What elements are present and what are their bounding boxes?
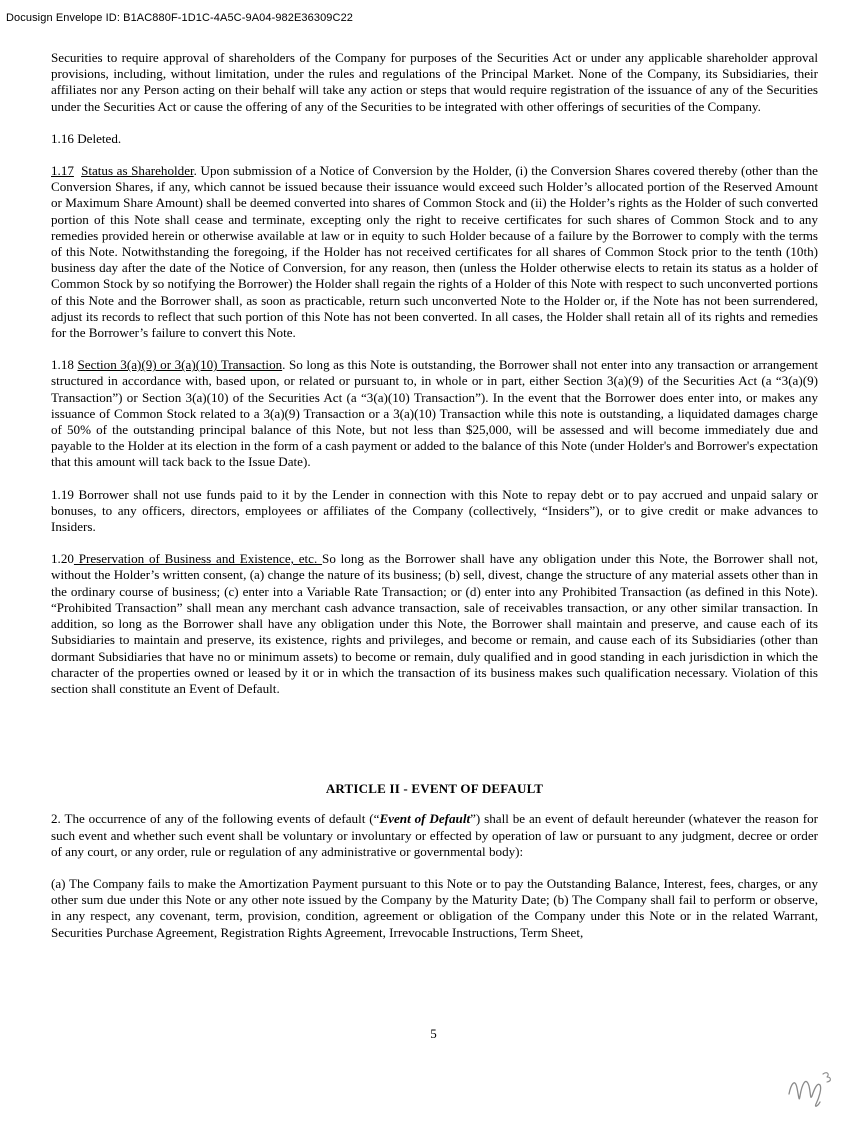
section-2-tail: ”) shall be an event of default hereunder (whatever the reason for such event and whether such event shall be voluntary or involuntary or effected by operation of law or pursuant to any judgment, decree or order of any court, or any order, rule or regulation of any administrative or governmental body): [51, 811, 818, 859]
section-1-19: 1.19 Borrower shall not use funds paid to it by the Lender in connection with this Note to repay debt or to pay accrued and unpaid salary or bonuses, to any officers, directors, employees or affiliates of the Company (collectively, “Insiders”), or to give credit or make advances to Insiders. [51, 486, 818, 535]
section-1-18-body: . So long as this Note is outstanding, the Borrower shall not enter into any transaction or arrangement structured in accordance with, based upon, or related or pursuant to, in whole or in part, either Section 3(a)(9) of the Securities Act (a “3(a)(9) Transaction”) or Section 3(a)(10) of the Securities Act (a “3(a)(10) Transaction”). In the event that the Borrower does enter into, or makes any issuance of Common Stock related to a 3(a)(9) Transaction or a 3(a)(10) Transaction while this note is outstanding, a liquidated damages charge of 50% of the outstanding principal balance of this Note, but not less than $25,000, will be assessed and will become immediately due and payable to the Holder at its election in the form of a cash payment or added to the balance of this Note (under Holder's and Borrower's expectation that this amount will tack back to the Issue Date). [51, 357, 819, 470]
section-1-18-title: Section 3(a)(9) or 3(a)(10) Transaction [77, 357, 283, 373]
section-1-16: 1.16 Deleted. [51, 130, 122, 146]
envelope-id-header: Docusign Envelope ID: B1AC880F-1D1C-4A5C-9A04-982E36309C22 [6, 12, 353, 24]
section-1-18 [51, 357, 818, 470]
section-1-17-number: 1.17 [51, 163, 74, 179]
section-1-20-body: So long as the Borrower shall have any obligation under this Note, the Borrower shall not, without the Holder’s written consent, (a) change the nature of its business; (b) sell, divest, change the structure of any material assets other than in the ordinary course of business; (c) enter into a Variable Rate Transaction; or (d) enter into any Prohibited Transaction (as defined in this Note). “Prohibited Transaction” shall mean any merchant cash advance transaction, sale of receivables transaction, or any other similar transaction. In addition, so long as the Borrower shall have any obligation under this Note, the Borrower shall maintain and preserve, and cause each of its Subsidiaries to maintain and preserve, its existence, rights and privileges, and become or remain, and cause each of its Subsidiaries (other than dormant Subsidiaries that have no or minimum assets) to become or remain, duly qualified and in good standing in each jurisdiction in which the character of the properties owned or leased by it or in which the transaction of its business makes such qualification necessary. Violation of this section shall constitute an Event of Default. [51, 551, 818, 696]
section-1-18-number: 1.18 [51, 357, 78, 373]
section-1-20 [51, 551, 818, 697]
section-1-17 [51, 163, 818, 341]
event-of-default-term: Event of Default [379, 811, 471, 827]
section-2-lead: 2. The occurrence of any of the following events of default (“ [51, 811, 380, 827]
section-1-20-title: Preservation of Business and Existence, etc. [73, 551, 323, 567]
paragraph-continuation: Securities to require approval of shareholders of the Company for purposes of the Securities Act or under any applicable shareholder approval provisions, including, without limitation, under the rules and regulations of the Principal Market. None of the Company, its Subsidiaries, their affiliates nor any Person acting on their behalf will take any action or steps that would require registration of the issuance of any of the Securities under the Securities Act or cause the offering of any of the Securities to be integrated with other offerings of securities of the Company. [51, 50, 818, 114]
document-page-body [51, 50, 818, 941]
section-1-17-body: . Upon submission of a Notice of Conversion by the Holder, (i) the Conversion Shares covered thereby (other than the Conversion Shares, if any, which cannot be issued because their issuance would exceed such Holder’s allocated portion of the Reserved Amount or Maximum Share Amount) shall be deemed converted into shares of Common Stock and (ii) the Holder’s rights as the Holder of such converted portion of this Note shall cease and terminate, excepting only the right to receive certificates for such shares of Common Stock and to any remedies provided herein or otherwise available at law or in equity to such Holder because of a failure by the Borrower to comply with the terms of this Note. Notwithstanding the foregoing, if the Holder has not received certificates for all shares of Common Stock prior to the tenth (10th) business day after the date of the Notice of Conversion, for any reason, then (unless the Holder otherwise elects to retain its status as a holder of Common Stock by so notifying the Borrower) the Holder shall regain the rights of a Holder of this Note with respect to such unconverted portions of this Note and the Borrower shall, as soon as practicable, return such unconverted Note to the Holder or, if the Note has not been surrendered, adjust its records to reflect that such portion of this Note has not been converted. In all cases, the Holder shall retain all of its rights and remedies for the Borrower’s failure to convert this Note. [51, 163, 818, 341]
section-1-20-number: 1.20 [51, 551, 74, 567]
section-2-intro [51, 811, 818, 860]
section-2-a: (a) The Company fails to make the Amortization Payment pursuant to this Note or to pay the Outstanding Balance, Interest, fees, charges, or any other sum due under this Note or any other note issued by the Company by the Maturity Date; (b) The Company shall fail to perform or observe, in any respect, any covenant, term, provision, condition, agreement or obligation of the Company under this Note or in the related Warrant, Securities Purchase Agreement, Registration Rights Agreement, Irrevocable Instructions, Term Sheet, [51, 875, 818, 940]
article-ii-heading: ARTICLE II - EVENT OF DEFAULT [325, 781, 544, 797]
page-number: 5 [430, 1026, 437, 1041]
initials-signature-icon [783, 1066, 843, 1110]
section-1-17-title: Status as Shareholder [81, 163, 194, 179]
